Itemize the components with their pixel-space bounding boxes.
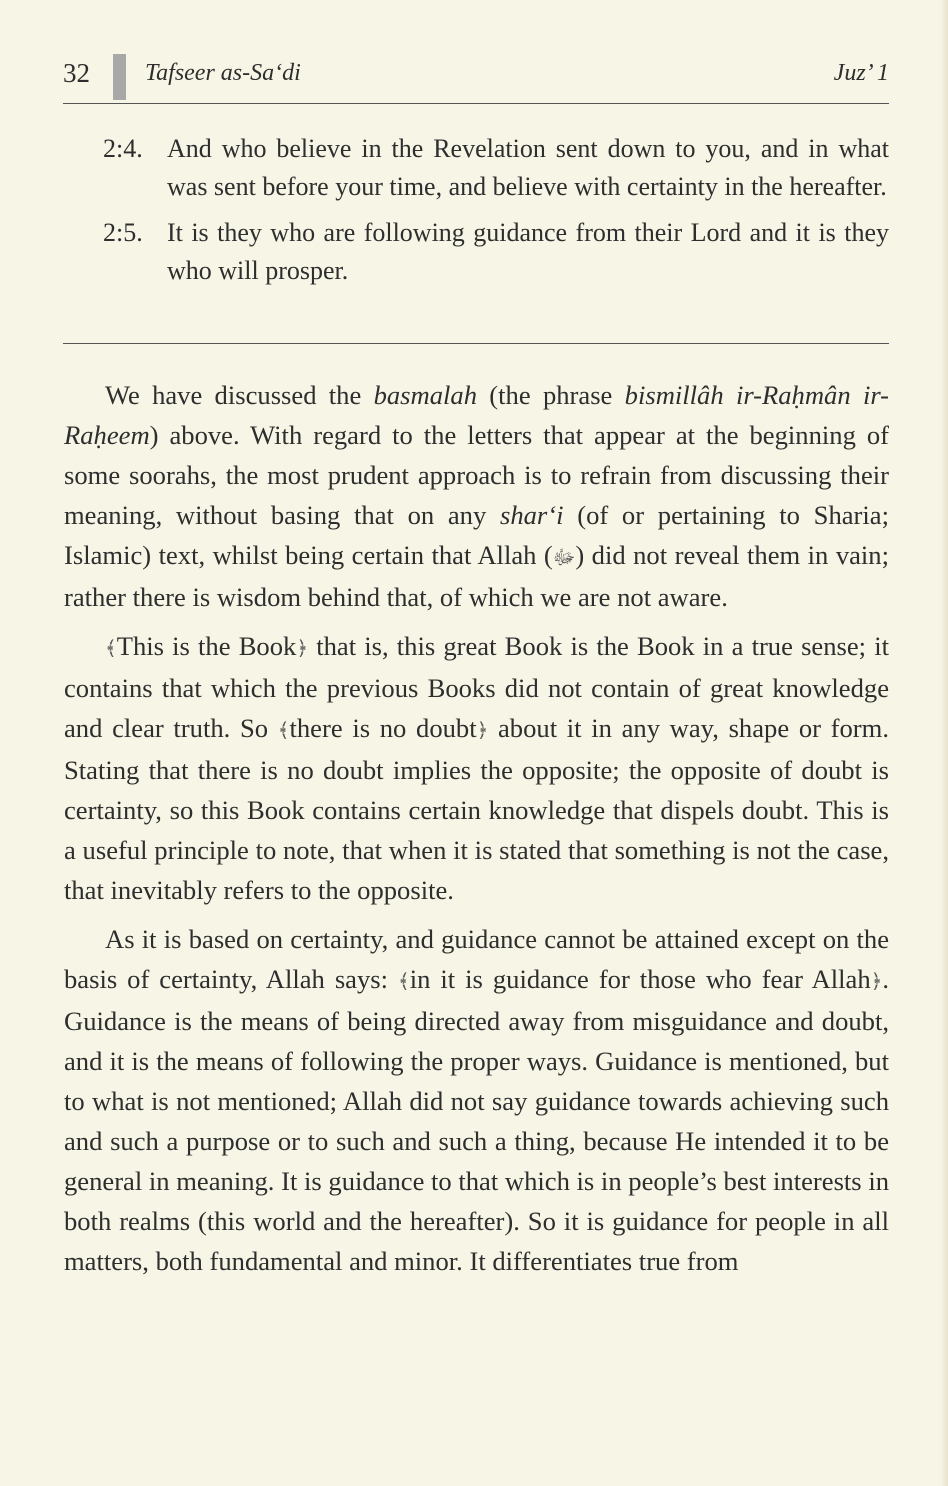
ornate-bracket-icon: ﴿ [870,969,883,993]
ornate-bracket-icon: ﴿ [476,718,489,742]
ornate-bracket-icon: ﴿ [296,636,309,660]
paragraph [64,375,889,617]
verse-text: It is they who are following guidance from their Lord and it is they who will prosper. [167,218,889,285]
verse-text: And who believe in the Revelation sent down to you, and in what was sent before your time, and believe with certainty in the hereafter. [167,134,889,201]
header-bar-ornament [113,54,126,100]
text-run: in it is guidance for those who fear Allah [409,964,871,994]
running-header [63,52,889,102]
header-divider [63,103,889,104]
text-run: there is no doubt [289,713,477,743]
italic-term: bismillâh ir-Raḥmân ir-Raḥeem [64,380,890,450]
paragraph [64,919,889,1281]
book-title: Tafseer as-Sa‘di [145,60,301,86]
text-run: As it is based on certainty, and guidance cannot be attained except on the basis of certainty, Allah says: [64,924,889,994]
text-run: ) did not reveal them in vain; rather there is wisdom behind that, of which we are not aware. [64,540,889,612]
text-run: (of or pertaining to Sharia; Islamic) text, whilst being certain that Allah ( [64,500,889,570]
page-number: 32 [63,58,90,88]
ornate-bracket-icon: ﴾ [277,718,290,742]
verse [63,214,889,290]
section-label: Juz’ 1 [833,60,889,86]
verse [63,130,889,206]
verse-translation-block [63,130,889,298]
paragraph [64,626,889,910]
ornate-bracket-icon: ﴾ [398,969,410,993]
text-run: We have discussed the [105,380,374,410]
text-run: . Guidance is the means of being directed away from misguidance and doubt, and it is the means of following the proper ways. Guidance is mentioned, but to what is not mentioned; Allah did not say guidance towards achieving such and such a purpose or to such and such a thing, because He intended it to be general in meaning. It is guidance to that which is in people’s best interests in both realms (this world and the hereafter). So it is guidance for people in all matters, both fundamental and minor. It differentiates true from [64,964,889,1276]
ornate-bracket-icon: ﴾ [105,636,117,660]
verse-number: 2:5. [103,218,143,247]
page-edge-shadow [940,0,948,1486]
ornate-bracket-icon: ﷻ [552,545,576,569]
text-run: about it in any way, shape or form. Stating that there is no doubt implies the opposite; the opposite of doubt is certainty, so this Book contains certain knowledge that dispels doubt. This is a useful principle to note, that when it is stated that something is not the case, that inevitably refers to the opposite. [64,713,889,905]
text-run: ) above. With regard to the letters that appear at the beginning of some soorahs, the most prudent approach is to refrain from discussing their meaning, without basing that on any [64,420,889,530]
text-run: that is, this great Book is the Book in a true sense; it contains that which the previous Books did not contain of great knowledge and clear truth. So [64,631,889,743]
commentary-body [64,375,889,1290]
verse-number: 2:4. [103,134,143,163]
verse-divider [63,343,889,344]
italic-term: basmalah [373,380,478,410]
italic-term: shar‘i [499,500,564,530]
text-run: This is the Book [116,631,297,661]
text-run: (the phrase [477,380,625,410]
